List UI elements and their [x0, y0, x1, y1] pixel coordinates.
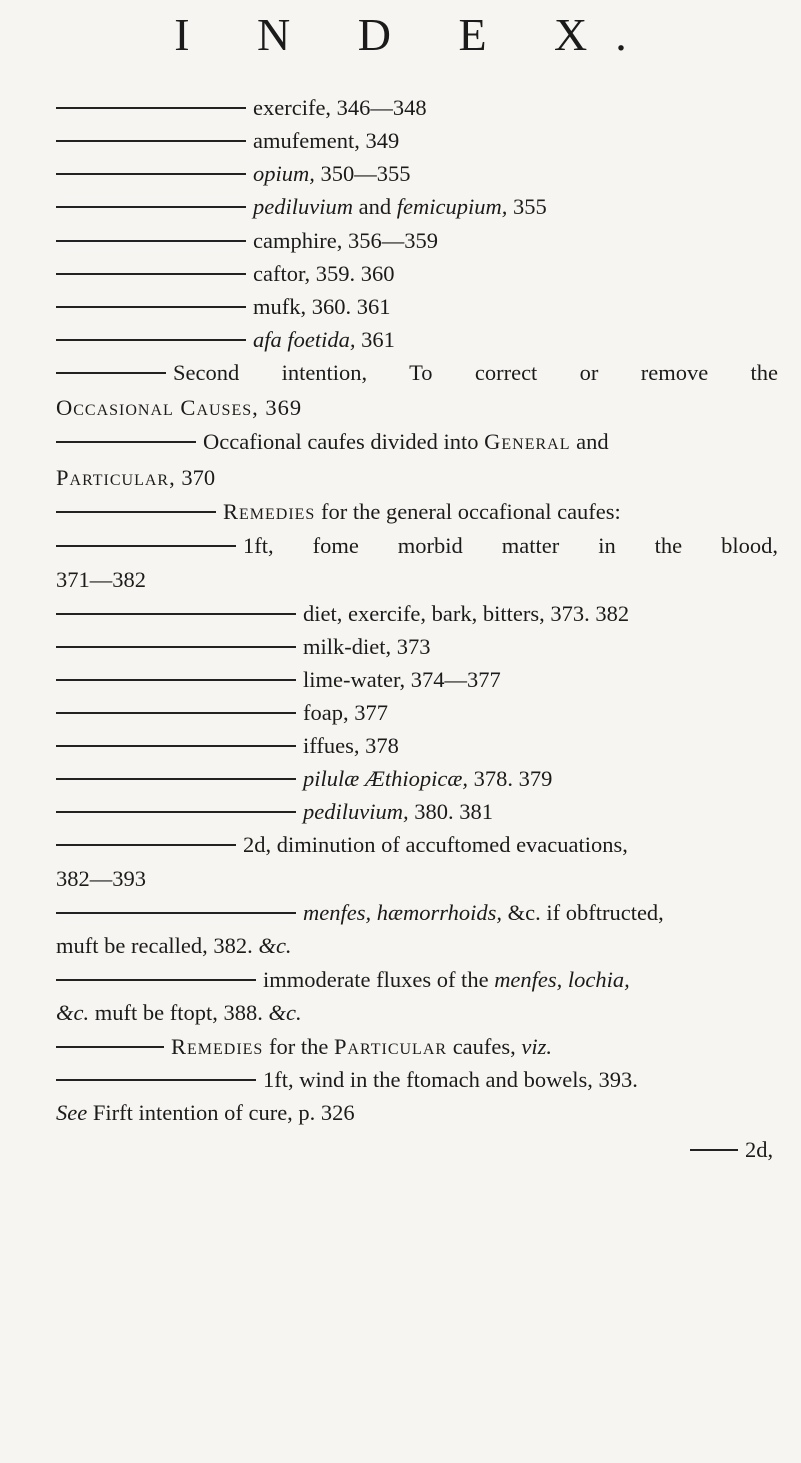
index-line: [56, 464, 215, 492]
rule-dash: [56, 240, 246, 242]
entry-text: amufement, 349: [253, 128, 400, 153]
rule-dash: [56, 206, 246, 208]
rule-dash: [56, 441, 196, 443]
entry-text: Particular: [333, 1034, 448, 1059]
index-line: [56, 260, 395, 288]
index-line: [690, 1136, 773, 1164]
entry-text: Second intention, To correct or remove the: [173, 360, 778, 385]
index-line: [56, 765, 552, 793]
entry-text: 361: [355, 327, 395, 352]
entry-text: lime-water, 374—377: [303, 667, 501, 692]
entry-text: iffues, 378: [303, 733, 399, 758]
entry-text: &c.: [258, 933, 292, 958]
index-line: [56, 899, 664, 927]
entry-text: opium,: [253, 161, 315, 186]
rule-dash: [56, 511, 216, 513]
index-line: [56, 1099, 355, 1127]
entry-text: &c. if obftructed,: [501, 900, 664, 925]
entry-text: &c.: [56, 1000, 90, 1025]
entry-text: and: [570, 429, 609, 454]
index-line: [56, 394, 302, 422]
entry-text: 1ft, fome morbid matter in the blood,: [243, 533, 778, 558]
rule-dash: [56, 778, 296, 780]
entry-text: foap, 377: [303, 700, 388, 725]
rule-dash: [56, 712, 296, 714]
index-line: [56, 428, 609, 456]
rule-dash: [56, 173, 246, 175]
entry-text: General: [484, 429, 571, 454]
index-line: [56, 566, 146, 594]
entry-text: 2d, diminution of accuftomed evacuations,: [243, 832, 628, 857]
index-line: [56, 293, 391, 321]
rule-dash: [56, 679, 296, 681]
entry-text: pediluvium,: [303, 799, 409, 824]
entry-text: for the: [263, 1034, 334, 1059]
index-line: [56, 865, 146, 893]
index-line: [56, 1033, 552, 1061]
entry-text: caufes,: [447, 1034, 522, 1059]
entry-text: milk-diet, 373: [303, 634, 431, 659]
entry-text: &c.: [268, 1000, 302, 1025]
rule-dash: [56, 339, 246, 341]
entry-text: menfes, lochia,: [494, 967, 630, 992]
entry-text: afa foetida,: [253, 327, 356, 352]
entry-text: exercife, 346—348: [253, 95, 427, 120]
rule-dash: [56, 613, 296, 615]
entry-text: caftor, 359. 360: [253, 261, 395, 286]
index-line: [56, 127, 399, 155]
entry-text: Occafional caufes divided into: [203, 429, 485, 454]
rule-dash: [56, 306, 246, 308]
entry-text: mufk, 360. 361: [253, 294, 391, 319]
index-line: [56, 227, 438, 255]
rule-dash: [56, 745, 296, 747]
index-line: [56, 699, 388, 727]
rule-dash: [56, 545, 236, 547]
index-line: [56, 532, 778, 560]
entry-text: Remedies: [171, 1034, 264, 1059]
index-line: [56, 498, 621, 526]
index-line: [56, 94, 427, 122]
index-line: [56, 831, 628, 859]
entry-text: femicupium,: [396, 194, 508, 219]
entry-text: 371—382: [56, 567, 146, 592]
rule-dash: [56, 646, 296, 648]
rule-dash: [56, 979, 256, 981]
entry-text: Firft intention of cure, p. 326: [87, 1100, 355, 1125]
entry-text: Remedies: [223, 499, 316, 524]
index-line: [56, 160, 411, 188]
entry-text: menfes, hæmorrhoids,: [303, 900, 502, 925]
entry-text: 355: [507, 194, 547, 219]
entry-text: See: [56, 1100, 88, 1125]
index-line: [56, 193, 547, 221]
entry-text: 378. 379: [468, 766, 553, 791]
rule-dash: [56, 107, 246, 109]
entry-text: for the general occafional caufes:: [315, 499, 621, 524]
entry-text: muft be ftopt, 388.: [89, 1000, 269, 1025]
rule-dash: [690, 1149, 738, 1151]
index-line: [56, 600, 629, 628]
entry-text: 350—355: [314, 161, 411, 186]
rule-dash: [56, 1079, 256, 1081]
entry-text: immoderate fluxes of the: [263, 967, 495, 992]
index-line: [56, 966, 630, 994]
index-line: [56, 633, 431, 661]
rule-dash: [56, 372, 166, 374]
entry-text: 370: [175, 465, 216, 490]
rule-dash: [56, 912, 296, 914]
index-line: [56, 1066, 638, 1094]
index-line: [56, 359, 778, 387]
entry-text: viz.: [521, 1034, 553, 1059]
index-line: [56, 798, 493, 826]
entry-text: Occasional Causes, 369: [56, 395, 303, 420]
rule-dash: [56, 1046, 164, 1048]
rule-dash: [56, 844, 236, 846]
entry-text: and: [352, 194, 397, 219]
rule-dash: [56, 140, 246, 142]
index-line: [56, 326, 395, 354]
entry-text: 382—393: [56, 866, 146, 891]
entry-text: 1ft, wind in the ftomach and bowels, 393.: [263, 1067, 638, 1092]
rule-dash: [56, 811, 296, 813]
entry-text: camphire, 356—359: [253, 228, 438, 253]
entry-text: 380. 381: [408, 799, 493, 824]
entry-text: pediluvium: [253, 194, 353, 219]
index-line: [56, 732, 399, 760]
page-title: I N D E X.: [174, 9, 655, 60]
entry-text: muft be recalled, 382.: [56, 933, 259, 958]
entry-text: Particular,: [56, 465, 176, 490]
index-line: [56, 932, 292, 960]
entry-text: pilulæ Æthiopicæ,: [303, 766, 469, 791]
entry-text: 2d,: [745, 1137, 774, 1162]
rule-dash: [56, 273, 246, 275]
index-line: [56, 999, 302, 1027]
index-line: [56, 666, 501, 694]
entry-text: diet, exercife, bark, bitters, 373. 382: [303, 601, 630, 626]
